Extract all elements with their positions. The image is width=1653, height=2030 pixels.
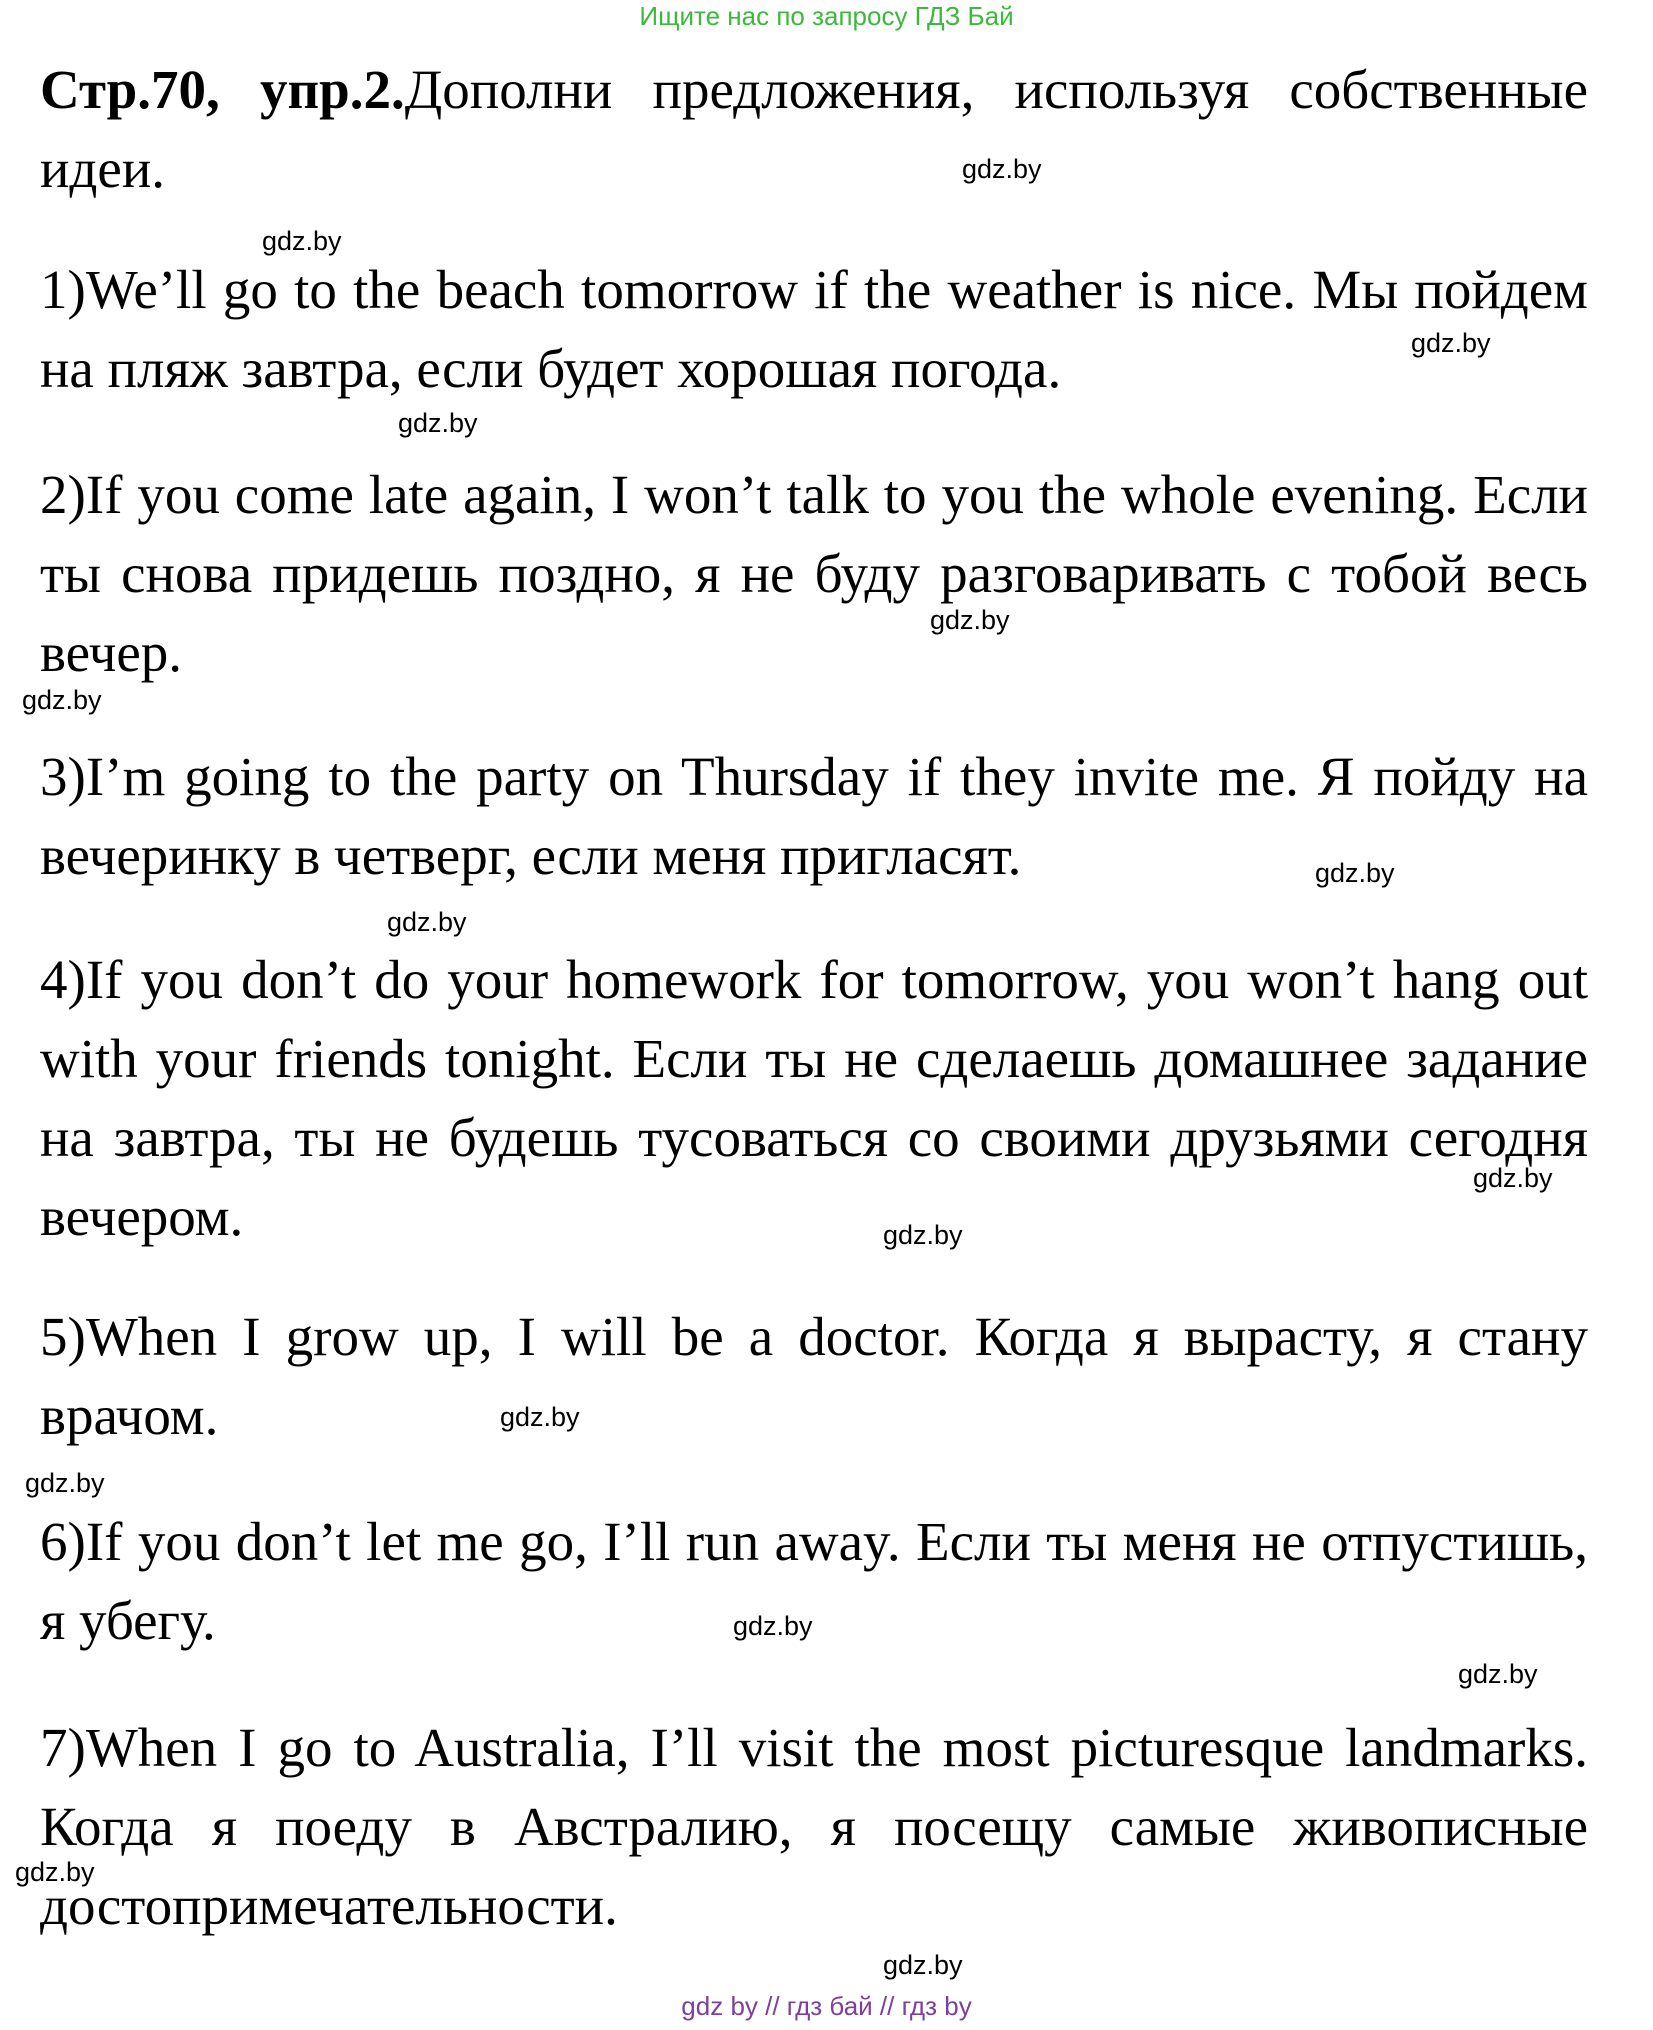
watermark: gdz.by: [262, 226, 342, 256]
sentence-6: 6)If you don’t let me go, I’ll run away. Если ты меня не отпустишь, я убегу.: [40, 1511, 1588, 1651]
heading-paragraph: [40, 50, 1588, 208]
watermark: gdz.by: [15, 1857, 95, 1887]
sentence-2: 2)If you come late again, I won’t talk to you the whole evening. Если ты снова придешь поздно, я не буду разговаривать с тобой весь вечер.: [40, 464, 1588, 683]
watermark: gdz.by: [930, 605, 1010, 635]
watermark: gdz.by: [500, 1402, 580, 1432]
watermark: gdz.by: [1458, 1659, 1538, 1689]
task-text: Дополни предложения, используя собственные идеи.: [40, 59, 1588, 199]
watermark: gdz.by: [22, 685, 102, 715]
watermark: gdz.by: [883, 1220, 963, 1250]
sentence-1: 1)We’ll go to the beach tomorrow if the weather is nice. Мы пойдем на пляж завтра, если будет хорошая погода.: [40, 259, 1588, 399]
watermark: gdz.by: [398, 408, 478, 438]
sentence-5: 5)When I grow up, I will be a doctor. Когда я вырасту, я стану врачом.: [40, 1306, 1588, 1446]
exercise-reference: Стр.70, упр.2.: [40, 59, 405, 120]
top-banner: Ищите нас по запросу ГДЗ Бай: [639, 1, 1014, 31]
watermark: gdz.by: [962, 154, 1042, 184]
watermark: gdz.by: [1473, 1163, 1553, 1193]
sentence-3: 3)I’m going to the party on Thursday if they invite me. Я пойду на вечеринку в четверг, если меня пригласят.: [40, 746, 1588, 886]
watermark: gdz.by: [387, 907, 467, 937]
sentence-7: 7)When I go to Australia, I’ll visit the most picturesque landmarks. Когда я поеду в Австралию, я посещу самые живописные достопримечательности.: [40, 1717, 1588, 1936]
watermark: gdz.by: [25, 1468, 105, 1498]
sentence-4: 4)If you don’t do your homework for tomorrow, you won’t hang out with your friends tonight. Если ты не сделаешь домашнее задание на завтра, ты не будешь тусоваться со своими друзьями сегодня вечером.: [40, 949, 1588, 1247]
watermark: gdz.by: [1411, 328, 1491, 358]
footer-watermark: gdz by // гдз бай // гдз by: [681, 1991, 972, 2021]
watermark: gdz.by: [733, 1611, 813, 1641]
watermark: gdz.by: [883, 1950, 963, 1980]
watermark: gdz.by: [1315, 858, 1395, 888]
